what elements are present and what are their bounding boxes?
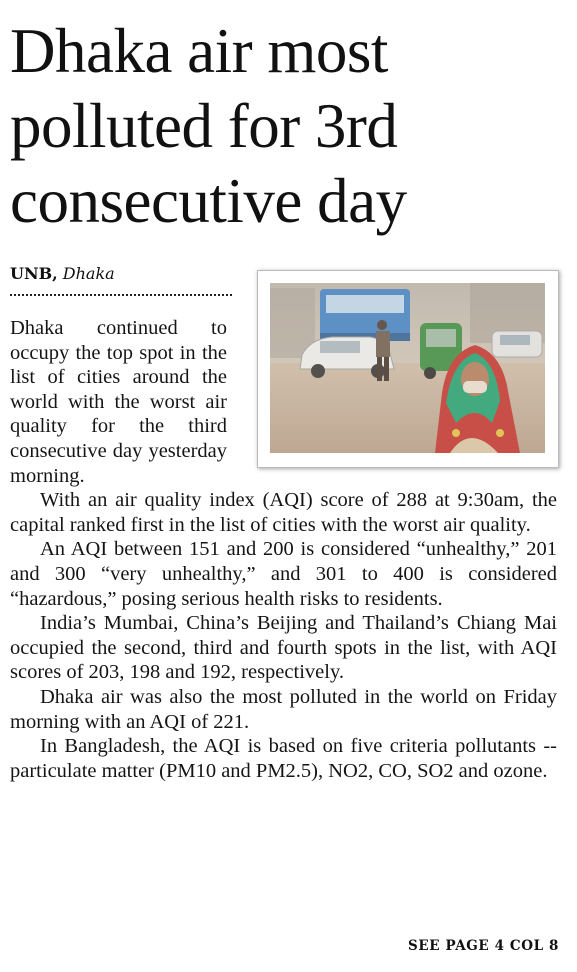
article-body: [10, 316, 557, 783]
paragraph-4: India’s Mumbai, China’s Beijing and Thailand’s Chiang Mai occupied the second, third and fourth spots in the list, with AQI scores of 203, 198 and 192, respectively.: [10, 612, 557, 684]
headline-line-1: Dhaka air most: [10, 16, 388, 86]
paragraph-5: Dhaka air was also the most polluted in the world on Friday morning with an AQI of 221.: [10, 685, 557, 733]
byline: [10, 264, 115, 283]
byline-divider: [10, 294, 232, 296]
paragraph-6: In Bangladesh, the AQI is based on five criteria pollutants -- particulate matter (PM10 and PM2.5), NO2, CO, SO2 and ozone.: [10, 735, 557, 782]
paragraph-1: Dhaka continued to occupy the top spot in the list of cities around the world with the worst air quality for the third consecutive day yesterday morning.: [10, 317, 227, 487]
photo-wrap-spacer: [227, 316, 557, 486]
headline-line-3: consecutive day: [10, 166, 407, 236]
byline-agency: UNB,: [10, 264, 58, 283]
jump-reference[interactable]: SEE PAGE 4 COL 8: [408, 938, 559, 954]
headline: [10, 14, 570, 239]
headline-line-2: polluted for 3rd: [10, 91, 398, 161]
byline-location: Dhaka: [62, 264, 115, 283]
paragraph-3: An AQI between 151 and 200 is considered “unhealthy,” 201 and 300 “very unhealthy,” and 301 to 400 is considered “hazardous,” posing serious health risks to residents.: [10, 538, 557, 610]
paragraph-2: With an air quality index (AQI) score of 288 at 9:30am, the capital ranked first in the list of cities with the worst air quality.: [10, 489, 557, 536]
